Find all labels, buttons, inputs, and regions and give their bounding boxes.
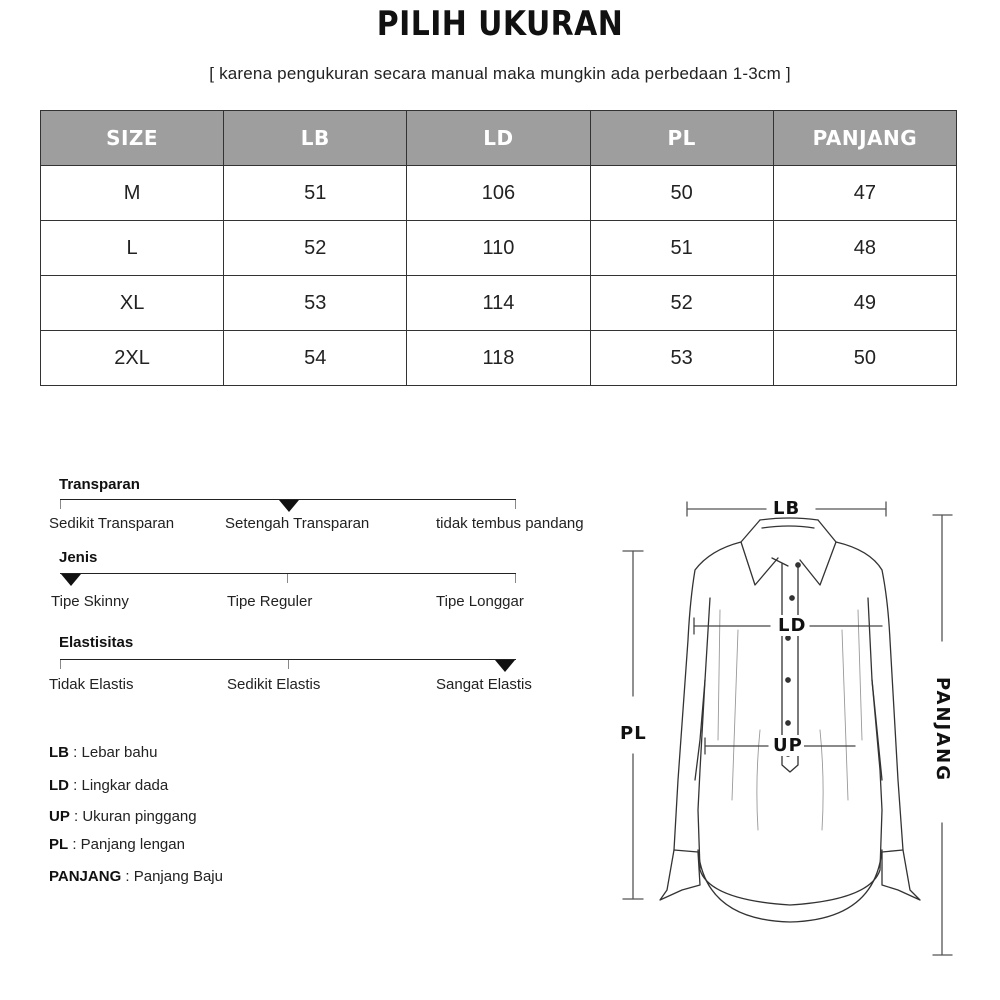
cell-pl: 50 bbox=[590, 166, 773, 221]
selected-marker-icon bbox=[61, 574, 81, 586]
column-header-size: SIZE bbox=[41, 111, 224, 166]
cell-size: L bbox=[41, 221, 224, 276]
measurement-note: [ karena pengukuran secara manual maka mungkin ada perbedaan 1-3cm ] bbox=[209, 64, 791, 83]
cell-lb: 54 bbox=[224, 331, 407, 386]
legend-item-pl bbox=[49, 836, 185, 853]
cell-ld: 110 bbox=[407, 221, 590, 276]
size-chart-table bbox=[40, 110, 957, 386]
legend-abbr: LD bbox=[49, 777, 69, 794]
cell-ld: 118 bbox=[407, 331, 590, 386]
legend-abbr: PL bbox=[49, 836, 69, 853]
scale-option-selected: Tipe Skinny bbox=[51, 593, 129, 610]
scale-tick bbox=[515, 574, 516, 583]
scale-line bbox=[60, 573, 516, 574]
legend-desc: : Lingkar dada bbox=[73, 777, 169, 794]
scale-option: Tidak Elastis bbox=[49, 676, 134, 693]
cell-panjang: 50 bbox=[773, 331, 956, 386]
scale-heading-transparan: Transparan bbox=[59, 476, 140, 493]
table-row bbox=[41, 166, 957, 221]
scale-option-selected: Setengah Transparan bbox=[225, 515, 370, 532]
cell-lb: 53 bbox=[224, 276, 407, 331]
legend-desc: : Panjang lengan bbox=[72, 836, 185, 853]
table-row bbox=[41, 276, 957, 331]
legend-abbr: UP bbox=[49, 808, 70, 825]
legend-desc: : Panjang Baju bbox=[125, 868, 223, 885]
cell-size: 2XL bbox=[41, 331, 224, 386]
scale-option: Sedikit Elastis bbox=[227, 676, 321, 693]
legend-item-up bbox=[49, 808, 197, 825]
cell-pl: 53 bbox=[590, 331, 773, 386]
table-row bbox=[41, 221, 957, 276]
cell-ld: 114 bbox=[407, 276, 590, 331]
scale-tick bbox=[60, 660, 61, 669]
diagram-label-lb: LB bbox=[773, 498, 801, 519]
legend-desc: : Ukuran pinggang bbox=[74, 808, 197, 825]
legend-abbr: LB bbox=[49, 744, 69, 761]
cell-panjang: 48 bbox=[773, 221, 956, 276]
cell-size: M bbox=[41, 166, 224, 221]
cell-panjang: 47 bbox=[773, 166, 956, 221]
selected-marker-icon bbox=[279, 500, 299, 512]
cell-lb: 52 bbox=[224, 221, 407, 276]
scale-option: Tipe Reguler bbox=[227, 593, 313, 610]
diagram-label-panjang: PANJANG bbox=[932, 677, 953, 783]
column-header-lb: LB bbox=[224, 111, 407, 166]
scale-heading-elastisitas: Elastisitas bbox=[59, 634, 134, 651]
legend-desc: : Lebar bahu bbox=[73, 744, 158, 761]
legend-item-ld bbox=[49, 777, 168, 794]
scale-heading-jenis: Jenis bbox=[59, 549, 98, 566]
column-header-ld: LD bbox=[407, 111, 590, 166]
diagram-label-pl: PL bbox=[620, 723, 647, 744]
column-header-panjang: PANJANG bbox=[773, 111, 956, 166]
diagram-label-up: UP bbox=[773, 735, 803, 756]
page-title: PILIH UKURAN bbox=[376, 4, 624, 44]
scale-option: tidak tembus pandang bbox=[436, 515, 584, 532]
legend-item-panjang bbox=[49, 868, 223, 885]
selected-marker-icon bbox=[495, 660, 515, 672]
table-header-row bbox=[41, 111, 957, 166]
column-header-pl: PL bbox=[590, 111, 773, 166]
cell-size: XL bbox=[41, 276, 224, 331]
scale-option: Tipe Longgar bbox=[436, 593, 524, 610]
scale-tick bbox=[515, 500, 516, 509]
cell-panjang: 49 bbox=[773, 276, 956, 331]
table-row bbox=[41, 331, 957, 386]
cell-lb: 51 bbox=[224, 166, 407, 221]
scale-tick bbox=[288, 660, 289, 669]
legend-abbr: PANJANG bbox=[49, 868, 122, 885]
cell-pl: 51 bbox=[590, 221, 773, 276]
shirt-measurement-diagram bbox=[610, 480, 990, 980]
legend-item-lb bbox=[49, 744, 157, 761]
cell-ld: 106 bbox=[407, 166, 590, 221]
scale-option-selected: Sangat Elastis bbox=[436, 676, 532, 693]
scale-option: Sedikit Transparan bbox=[49, 515, 175, 532]
diagram-label-ld: LD bbox=[778, 615, 807, 636]
cell-pl: 52 bbox=[590, 276, 773, 331]
scale-tick bbox=[60, 500, 61, 509]
scale-tick bbox=[287, 574, 288, 583]
